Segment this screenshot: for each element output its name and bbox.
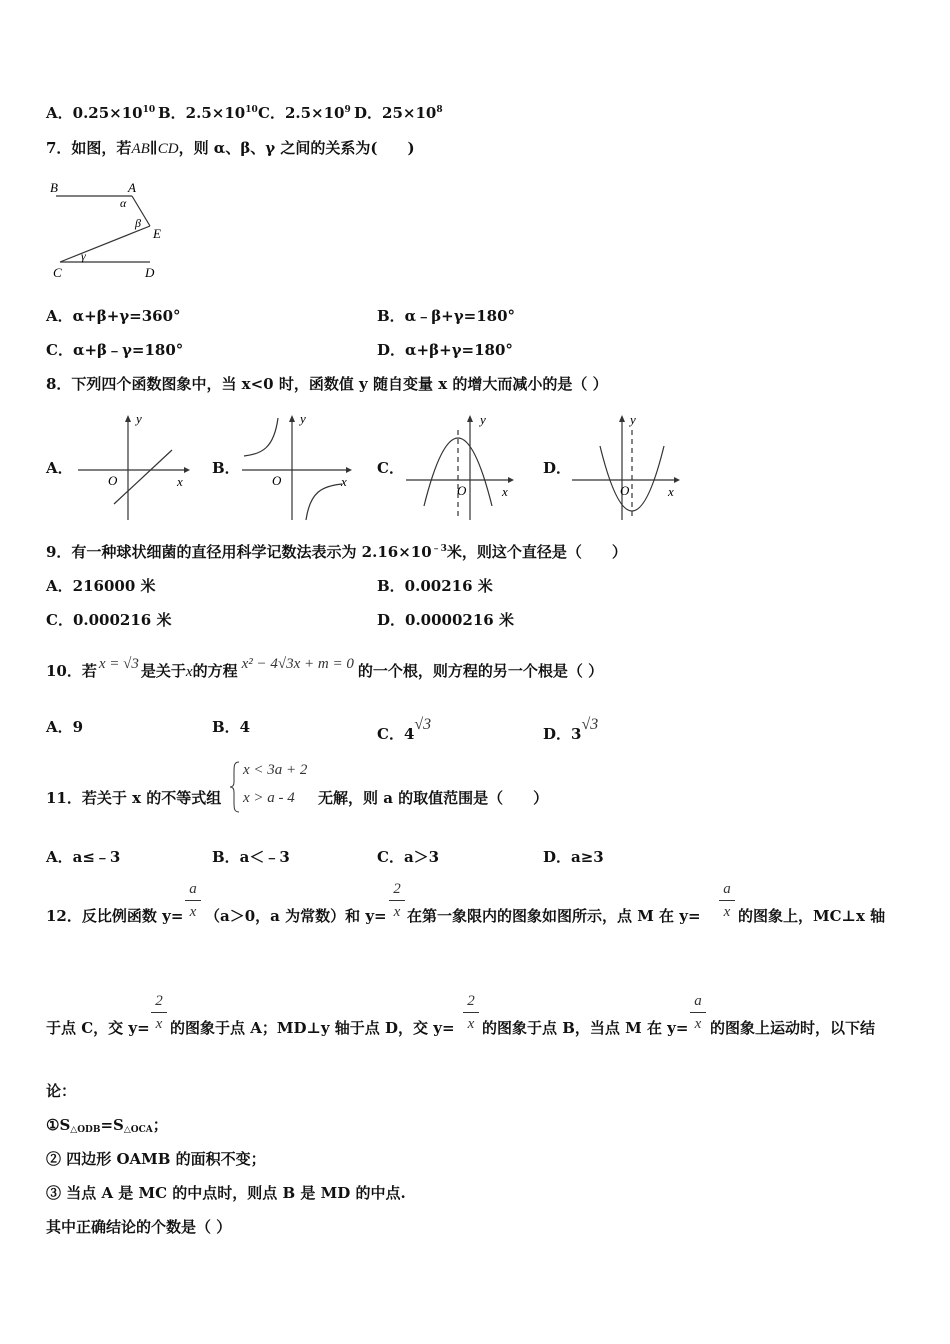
q9-stem: 9．有一种球状细菌的直径用科学记数法表示为 $2.16\times 10^{﹣3}$米，则这个直径是（ ） (46, 543, 627, 561)
q10-option-d: D．3√3 (543, 716, 599, 743)
q8a-x-label: x (177, 474, 183, 489)
q7-angle-beta: β (135, 216, 141, 230)
q7-label-d: D (145, 265, 155, 280)
q9-option-a: A．216000 米 (46, 577, 156, 595)
q8c-y-label: y (480, 412, 486, 427)
q12-frac-a-2: a x (719, 880, 735, 921)
q6-option-a: A．$0.25\times 10^{10}$ (46, 104, 156, 122)
q7-option-b: B．α﹣β+γ=180° (377, 307, 516, 325)
q12-frac-2-1: 2 x (389, 880, 405, 921)
q8d-origin: O (620, 483, 630, 498)
q11-option-a: A．a≤﹣3 (46, 848, 121, 866)
q11-inequality-1: x < 3a + 2 (243, 762, 308, 778)
q8c-origin: O (457, 483, 467, 498)
q10-stem: 10．若 x = √3 是关于x的方程 x² − 4√3x + m = 0 的一个根，则方程的另一个根是（ ） (46, 656, 604, 680)
q11-option-d: D．a≥3 (543, 848, 604, 866)
q8-label-a: A． (46, 459, 73, 477)
q12-line1-b: （a＞0，a 为常数）和 y= (205, 907, 387, 925)
q12-question: 其中正确结论的个数是（ ） (46, 1218, 232, 1236)
q12-frac-2-2: 2 x (151, 992, 167, 1033)
q12-line1-d: 的图象上，MC⊥x 轴 (738, 907, 886, 925)
q10-root: x = √3 (98, 656, 139, 672)
q6-option-c: C．$2.5\times 10^9$ (258, 104, 351, 122)
q9-option-d: D．0.0000216 米 (377, 611, 514, 629)
q10-option-b: B．4 (212, 718, 251, 736)
q12-frac-a-1: a x (185, 880, 201, 921)
q7-stem: 7．如图，若AB∥CD，则 α、β、γ 之间的关系为( ) (46, 139, 415, 157)
q12-line2-c: 的图象于点 B，当点 M 在 y= (482, 1019, 689, 1037)
q11-stem-post: 无解，则 a 的取值范围是（ ） (318, 789, 549, 807)
q11-option-c: C．a＞3 (377, 848, 440, 866)
q9-option-c: C．0.000216 米 (46, 611, 172, 629)
q8-label-d: D． (543, 459, 572, 477)
q7-option-c: C．α+β﹣γ=180° (46, 341, 184, 359)
q8-label-c: C． (377, 459, 404, 477)
q8-graph-c (404, 408, 519, 523)
q12-line1-a: 12．反比例函数 y= (46, 907, 184, 925)
q6-option-d: D．$25\times 10^8$ (354, 104, 443, 122)
q8c-x-label: x (502, 484, 508, 499)
q7-angle-alpha: α (120, 196, 127, 210)
q8b-origin: O (272, 473, 282, 488)
q8b-y-label: y (300, 411, 306, 426)
q12-frac-2-3: 2 x (463, 992, 479, 1033)
q8-label-b: B． (212, 459, 240, 477)
q7-label-a: A (128, 180, 136, 195)
q11-brace (229, 760, 241, 814)
q10-equation: x² − 4√3x + m = 0 (241, 656, 354, 672)
q8-stem: 8．下列四个函数图象中，当 x<0 时，函数值 y 随自变量 x 的增大而减小的是（ ） (46, 375, 608, 393)
q8-graph-a (76, 408, 191, 523)
q8a-origin: O (108, 473, 118, 488)
q10-option-c: C．4√3 (377, 716, 432, 743)
q8a-y-label: y (136, 411, 142, 426)
q8d-x-label: x (668, 484, 674, 499)
q7-angle-gamma: γ (81, 249, 86, 263)
q7-option-a: A．α+β+γ=360° (46, 307, 181, 325)
q7-option-d: D．α+β+γ=180° (377, 341, 513, 359)
q12-line2-b: 的图象于点 A；MD⊥y 轴于点 D，交 y= (170, 1019, 455, 1037)
q12-line3: 论： (46, 1082, 77, 1100)
q8-graph-b (240, 408, 355, 523)
q12-statement-3: ③ 当点 A 是 MC 的中点时，则点 B 是 MD 的中点. (46, 1184, 406, 1202)
q12-line2-d: 的图象上运动时，以下结 (710, 1019, 876, 1037)
q11-option-b: B．a＜﹣3 (212, 848, 290, 866)
q11-inequality-2: x > a - 4 (243, 790, 295, 806)
q8b-x-label: x (341, 474, 347, 489)
q7-figure (44, 176, 174, 281)
q7-label-b: B (50, 180, 58, 195)
q10-option-a: A．9 (46, 718, 84, 736)
q9-option-b: B．0.00216 米 (377, 577, 493, 595)
q6-option-b: B．$2.5\times 10^{10}$ (158, 104, 258, 122)
q12-statement-2: ② 四边形 OAMB 的面积不变； (46, 1150, 266, 1168)
q12-statement-1: $①S_{\triangle ODB}=S_{\triangle OCA}$； (46, 1116, 168, 1135)
q12-line1-c: 在第一象限内的图象如图所示，点 M 在 y= (407, 907, 701, 925)
q8d-y-label: y (630, 412, 636, 427)
q11-stem-pre: 11．若关于 x 的不等式组 (46, 789, 222, 807)
q7-label-e: E (153, 226, 161, 241)
q8-graph-d (570, 408, 685, 523)
q7-label-c: C (53, 265, 62, 280)
q12-line2-a: 于点 C，交 y= (46, 1019, 150, 1037)
q12-frac-a-3: a x (690, 992, 706, 1033)
